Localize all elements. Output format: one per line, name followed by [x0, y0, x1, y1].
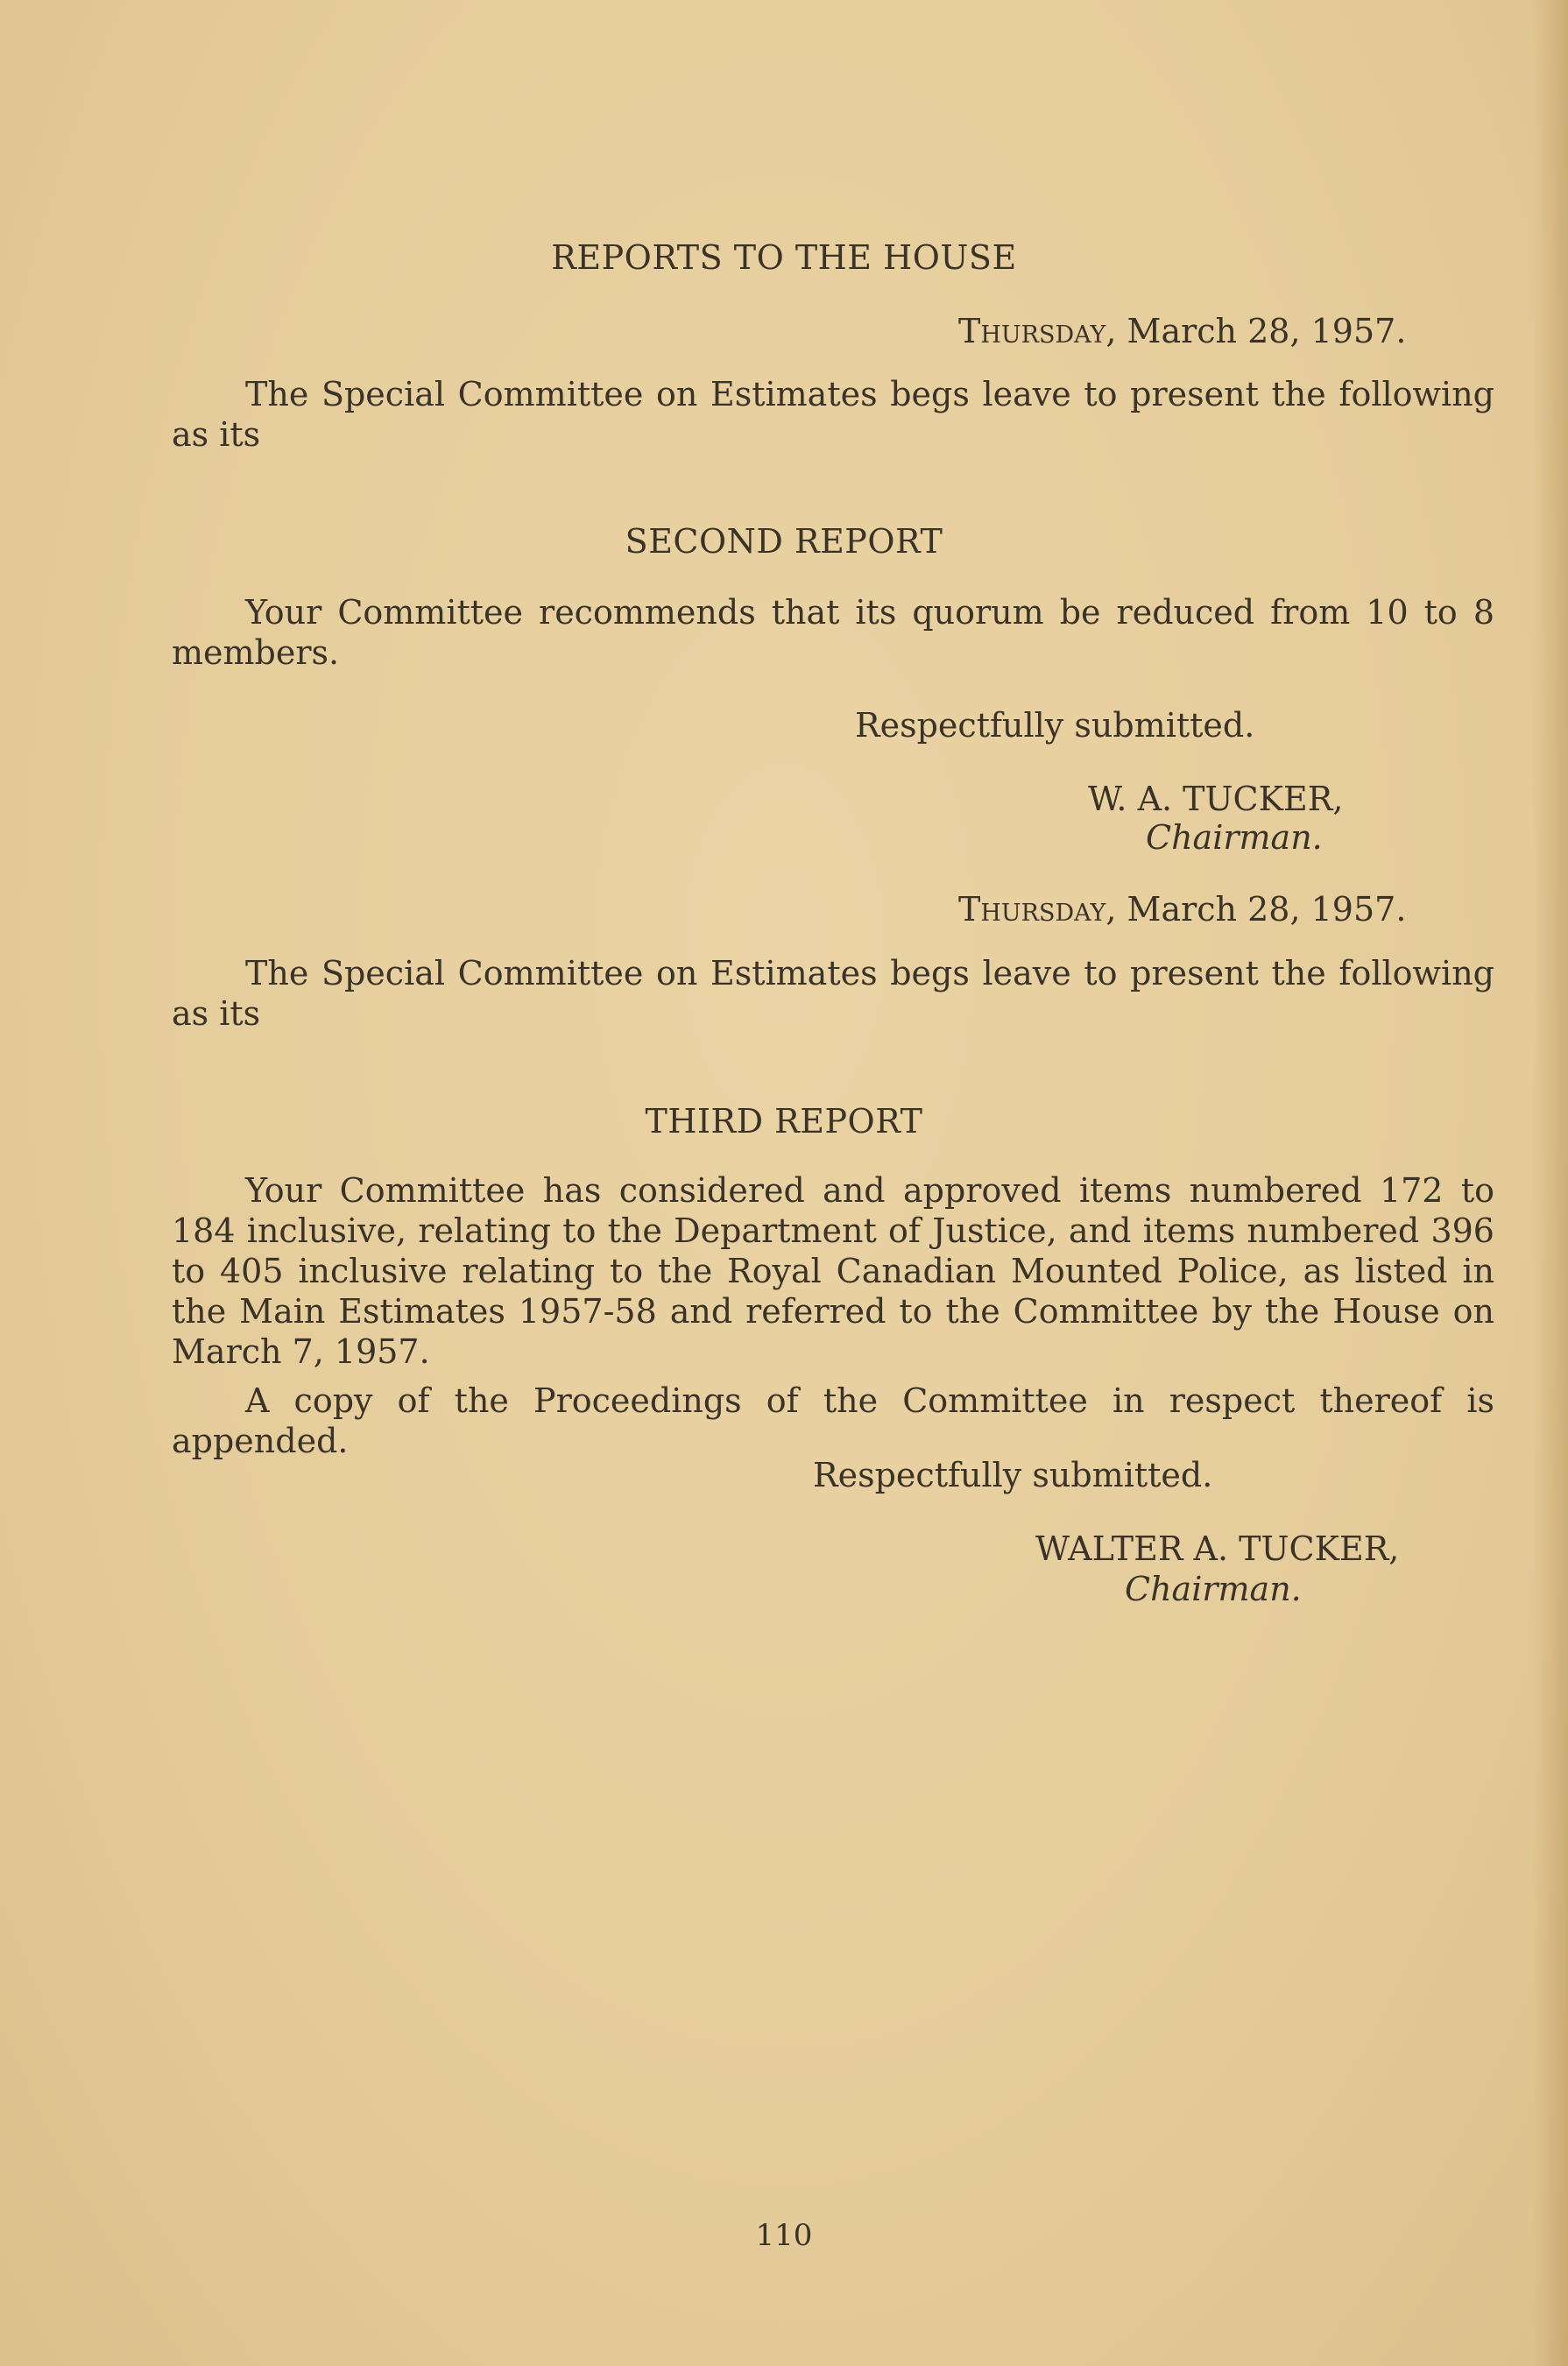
report-2-date: [958, 312, 1406, 350]
report-3-closing: Respectfully submitted.: [813, 1456, 1213, 1494]
report-2-intro: The Special Committee on Estimates begs leave to present the following as its: [172, 375, 1494, 454]
report-3-date-day: Thursday,: [958, 890, 1117, 929]
report-2-date-rest: March 28, 1957.: [1127, 312, 1407, 350]
report-2-signer-title: Chairman.: [1146, 818, 1323, 857]
page-edge-shadow: [1533, 0, 1568, 2366]
report-3-appendix-note: A copy of the Proceedings of the Committee in respect thereof is appended.: [172, 1381, 1494, 1460]
report-3-signer: WALTER A. TUCKER,: [1035, 1529, 1400, 1568]
report-3-intro: The Special Committee on Estimates begs leave to present the following as its: [172, 954, 1494, 1033]
report-2-closing: Respectfully submitted.: [855, 706, 1255, 745]
report-2-signer: W. A. TUCKER,: [1088, 780, 1344, 818]
report-3-signer-title: Chairman.: [1125, 1570, 1302, 1608]
page-heading: REPORTS TO THE HOUSE: [551, 238, 1017, 277]
report-2-title: SECOND REPORT: [625, 522, 943, 561]
report-3-date: [958, 890, 1406, 929]
report-3-title: THIRD REPORT: [645, 1102, 923, 1141]
report-3-date-rest: March 28, 1957.: [1127, 890, 1407, 929]
page-number: 110: [755, 2218, 813, 2253]
report-2-date-day: Thursday,: [958, 312, 1117, 350]
report-3-body: Your Committee has considered and approved items numbered 172 to 184 inclusive, relating to the Department of Justice, and items numbered 396 to 405 inclusive relating to the Royal Canadian Mounted Police, as listed in the Main Estimates 1957-58 and referred to the Committee by the House on March 7, 1957.: [172, 1171, 1494, 1371]
report-2-body: Your Committee recommends that its quorum be reduced from 10 to 8 members.: [172, 593, 1494, 672]
